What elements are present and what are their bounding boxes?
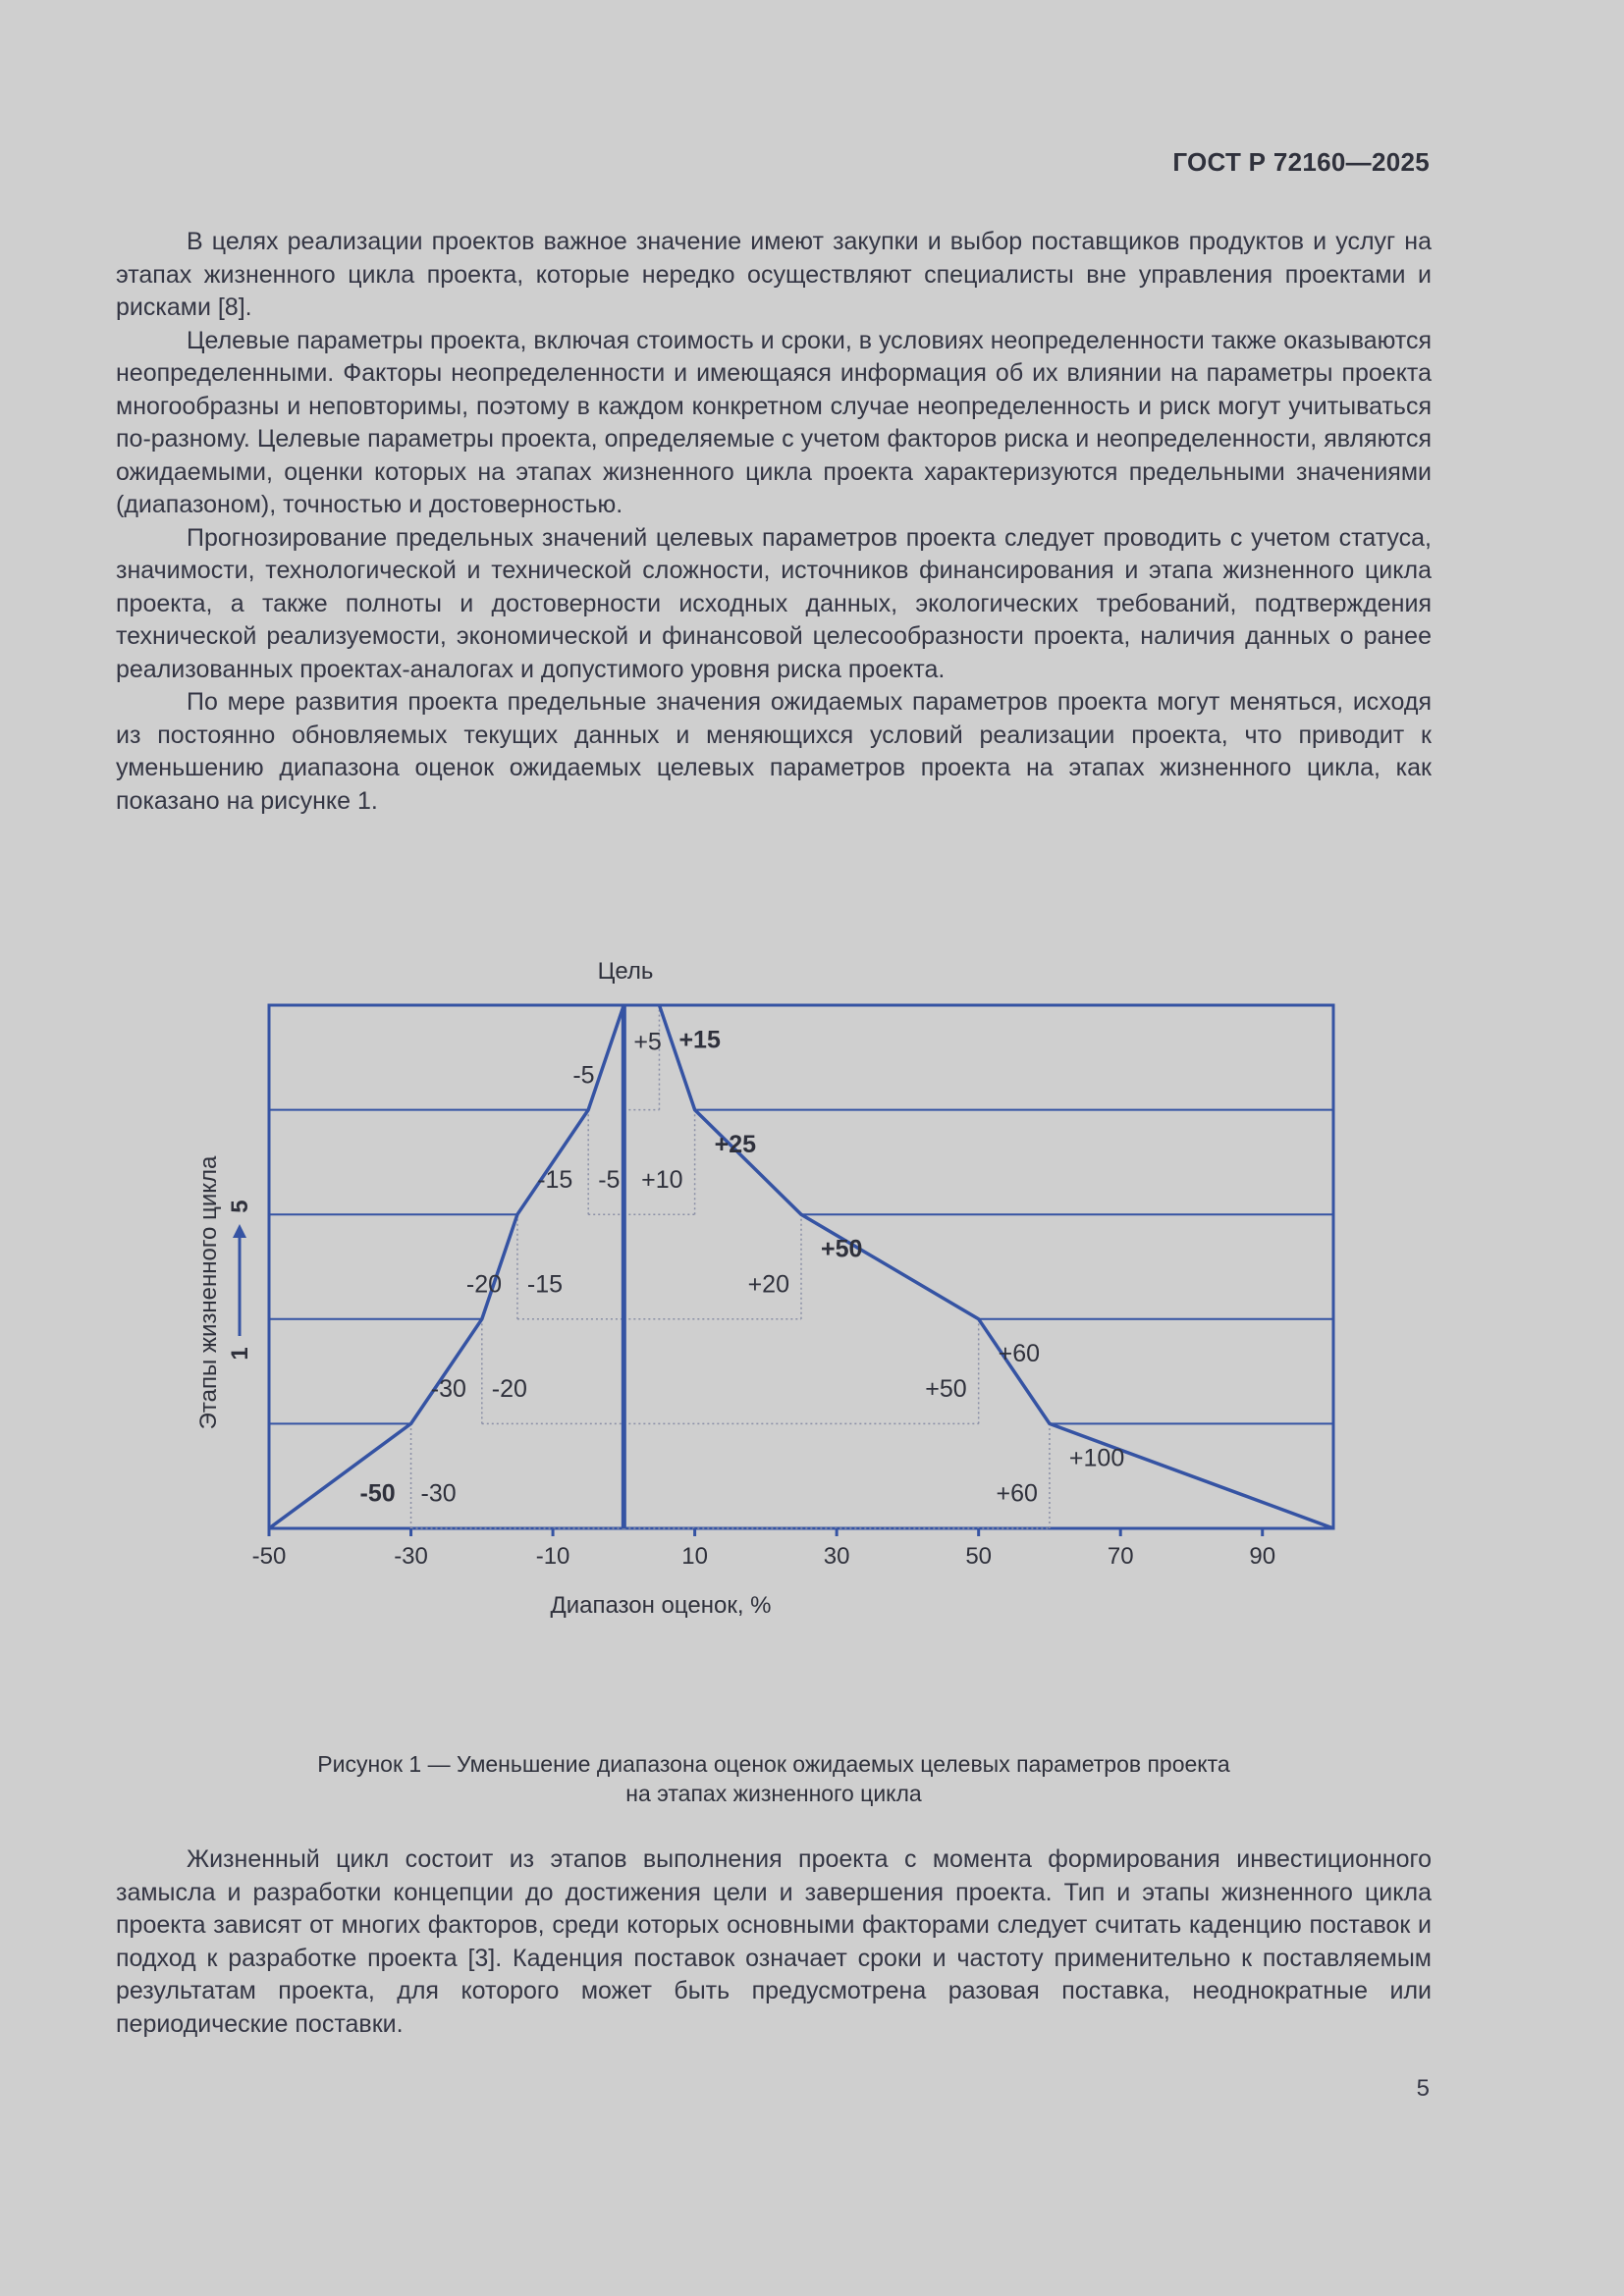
stage-4-left-label: -15 bbox=[537, 1165, 573, 1194]
stage-1-right-inner-label: +60 bbox=[996, 1479, 1038, 1508]
x-tick-label: -50 bbox=[251, 1543, 287, 1570]
caption-line: Рисунок 1 — Уменьшение диапазона оценок ожидаемых целевых параметров проекта bbox=[317, 1751, 1230, 1777]
standard-number: ГОСТ Р 72160—2025 bbox=[1172, 147, 1430, 177]
stage-start-label: 1 bbox=[227, 1347, 253, 1361]
stage-1-right-label: +100 bbox=[1068, 1444, 1125, 1472]
x-axis-label: Диапазон оценок, % bbox=[550, 1592, 772, 1619]
stage-3-right-label: +50 bbox=[821, 1235, 863, 1263]
stage-1-left-inner-label: -30 bbox=[420, 1479, 457, 1508]
paragraph: Целевые параметры проекта, включая стоимость и сроки, в условиях неопределенности также оказываются неопределенными. Факторы неопределенности и имеющаяся информация об их влиянии на параметры проекта многообразны и неповторимы, поэтому в каждом конкретном случае неопределенность и риск могут учитываться по-разному. Целевые параметры проекта, определяемые с учетом факторов риска и неопределенности, являются ожидаемыми, оценки которых на этапах жизненного цикла проекта характеризуются предельными значениями (диапазоном), точностью и достоверностью. bbox=[116, 326, 1432, 518]
x-tick-label: 10 bbox=[681, 1543, 708, 1570]
stage-2-left-label: -30 bbox=[430, 1375, 466, 1404]
value-labels bbox=[360, 1026, 1125, 1507]
stage-4-right-label: +25 bbox=[714, 1130, 757, 1158]
stage-2-right-label: +60 bbox=[998, 1340, 1041, 1368]
stage-5-left-label: -5 bbox=[572, 1061, 595, 1090]
y-arrow-group bbox=[227, 1200, 253, 1360]
paragraph: В целях реализации проектов важное значение имеют закупки и выбор поставщиков продуктов и услуг на этапах жизненного цикла проекта, которые нередко осуществляют специалисты вне управления проектами и рисками [8]. bbox=[116, 228, 1432, 321]
caption-line: на этапах жизненного цикла bbox=[625, 1781, 922, 1806]
paragraph: По мере развития проекта предельные значения ожидаемых параметров проекта могут меняться, исходя из постоянно обновляемых текущих данных и меняющихся условий реализации проекта, что приводит к уменьшению диапазона оценок ожидаемых целевых параметров проекта на этапах жизненного цикла, как показано на рисунке 1. bbox=[116, 688, 1432, 815]
stage-2-right-inner-label: +50 bbox=[925, 1375, 967, 1404]
intro-text bbox=[116, 226, 1432, 818]
stage-3-left-inner-label: -15 bbox=[526, 1270, 564, 1299]
paragraph: Прогнозирование предельных значений целевых параметров проекта следует проводить с учетом статуса, значимости, технологической и технической сложности, источников финансирования и этапа жизненного цикла проекта, а также полноты и достоверности исходных данных, экологических требований, подтверждения технической реализуемости, экономической и финансовой целесообразности проекта, наличия данных о ранее реализованных проектах-аналогах и допустимого уровня риска проекта. bbox=[116, 523, 1432, 683]
dotted-guides bbox=[411, 1005, 1050, 1528]
y-axis-label-group bbox=[195, 1155, 222, 1429]
stage-2-left-inner-label: -20 bbox=[491, 1375, 527, 1404]
x-tick-label: -10 bbox=[535, 1543, 570, 1570]
chart-frame bbox=[269, 1005, 1333, 1528]
stage-5-left-inner-label: +5 bbox=[633, 1028, 662, 1056]
chart-frame-rect bbox=[269, 1005, 1333, 1528]
curve-lines bbox=[269, 1005, 1333, 1528]
paragraph: Жизненный цикл состоит из этапов выполнения проекта с момента формирования инвестиционного замысла и разработки концепции до достижения цели и завершения проекта. Тип и этапы жизненного цикла проекта зависят от многих факторов, среди которых основными факторами следует считать каденцию поставок и подход к разработке проекта [3]. Каденция поставок означает сроки и частоту применительно к поставляемым результатам проекта, для которого может быть предусмотрена разовая поставка, неоднократные или периодические поставки. bbox=[116, 1845, 1432, 2038]
x-tick-label: -30 bbox=[394, 1543, 428, 1570]
stage-5-right-label: +15 bbox=[678, 1026, 721, 1054]
stage-end-label: 5 bbox=[227, 1200, 253, 1213]
stage-4-left-inner-label: -5 bbox=[598, 1165, 621, 1194]
page-number: 5 bbox=[1416, 2075, 1430, 2102]
x-tick-label: 70 bbox=[1107, 1543, 1134, 1570]
upper-limit-line bbox=[659, 1005, 1333, 1528]
x-tick-label: 30 bbox=[823, 1543, 850, 1570]
figure-1-chart bbox=[177, 944, 1404, 1631]
stage-arrow-head-icon bbox=[233, 1224, 246, 1238]
closing-text bbox=[116, 1843, 1432, 2041]
chart-svg bbox=[177, 944, 1404, 1631]
chart-title: Цель bbox=[597, 958, 654, 985]
figure-caption bbox=[116, 1749, 1432, 1808]
y-axis-label: Этапы жизненного цикла bbox=[195, 1155, 222, 1430]
stage-1-left-label: -50 bbox=[359, 1479, 396, 1508]
stage-3-left-label: -20 bbox=[465, 1270, 503, 1299]
x-tick-label: 90 bbox=[1249, 1543, 1276, 1570]
lower-limit-line bbox=[269, 1005, 623, 1528]
stage-3-right-inner-label: +20 bbox=[747, 1270, 789, 1299]
x-tick-labels bbox=[252, 1528, 1275, 1570]
x-tick-label: 50 bbox=[965, 1543, 993, 1570]
stage-4-right-inner-label: +10 bbox=[641, 1165, 683, 1194]
